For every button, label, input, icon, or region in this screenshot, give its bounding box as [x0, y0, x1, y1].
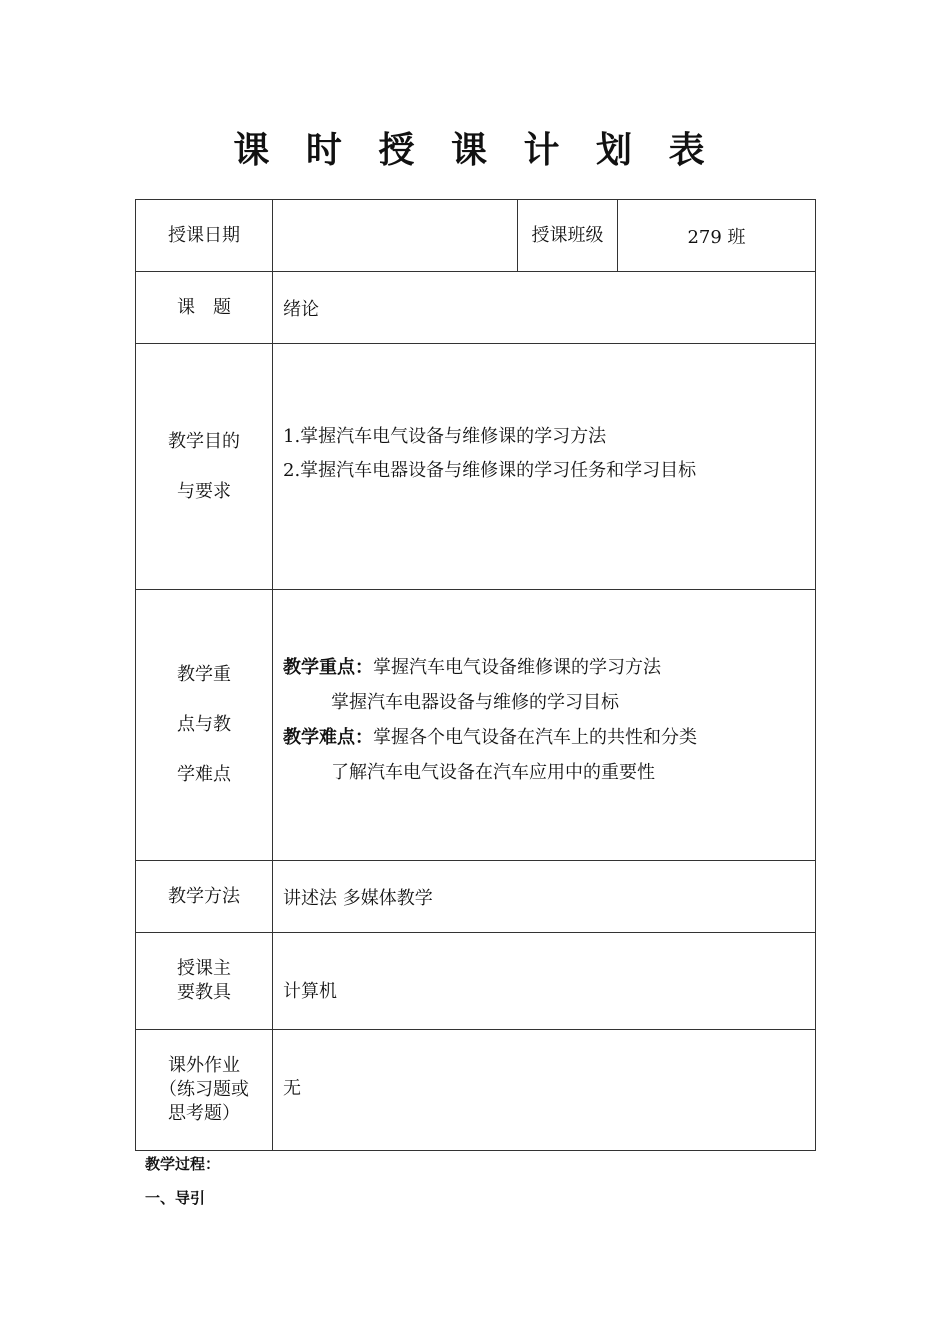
keypoints-content	[273, 590, 816, 861]
difficulty-line	[283, 720, 815, 755]
difficulty-item: 了解汽车电气设备在汽车应用中的重要性	[331, 762, 655, 783]
method-value: 讲述法 多媒体教学	[273, 861, 816, 933]
homework-label-line: 思考题）	[168, 1103, 240, 1124]
homework-label	[136, 1030, 273, 1151]
topic-value: 绪论	[273, 272, 816, 344]
tools-label-line: 授课主	[177, 958, 231, 979]
purpose-content	[273, 344, 816, 590]
focus-label: 教学重点：	[283, 657, 373, 678]
row-tools	[136, 933, 816, 1030]
purpose-label-line: 与要求	[177, 480, 231, 502]
lesson-plan-table	[135, 199, 816, 1151]
tools-label-line: 要教具	[177, 982, 231, 1003]
homework-label-line: 课外作业	[168, 1055, 240, 1076]
difficulty-item: 掌握各个电气设备在汽车上的共性和分类	[373, 727, 697, 748]
row-date-class	[136, 200, 816, 272]
tools-label	[136, 933, 273, 1030]
topic-label: 课 题	[136, 272, 273, 344]
process-heading: 教学过程：	[145, 1155, 221, 1173]
row-method	[136, 861, 816, 933]
row-topic	[136, 272, 816, 344]
keypoints-label	[136, 590, 273, 861]
row-keypoints	[136, 590, 816, 861]
focus-item: 掌握汽车电气设备维修课的学习方法	[373, 657, 661, 678]
keypoints-label-line: 学难点	[177, 764, 231, 785]
purpose-label-line: 教学目的	[168, 430, 240, 452]
focus-line	[283, 650, 815, 685]
page-title: 课 时 授 课 计 划 表	[233, 130, 717, 171]
keypoints-label-line: 点与教	[177, 714, 231, 735]
purpose-item: 2.掌握汽车电器设备与维修课的学习任务和学习目标	[283, 459, 697, 481]
section-heading: 一、导引	[145, 1189, 206, 1207]
date-label: 授课日期	[136, 200, 273, 272]
difficulty-label: 教学难点：	[283, 727, 373, 748]
method-label: 教学方法	[136, 861, 273, 933]
homework-label-line: （练习题或	[159, 1079, 249, 1100]
purpose-item: 1.掌握汽车电气设备与维修课的学习方法	[283, 425, 607, 447]
keypoints-label-line: 教学重	[177, 664, 231, 685]
class-label: 授课班级	[518, 200, 618, 272]
purpose-label	[136, 344, 273, 590]
class-value: 279 班	[618, 200, 816, 272]
date-value	[273, 200, 518, 272]
row-homework	[136, 1030, 816, 1151]
homework-value: 无	[273, 1030, 816, 1151]
focus-item: 掌握汽车电器设备与维修的学习目标	[331, 692, 619, 713]
row-purpose	[136, 344, 816, 590]
tools-value: 计算机	[273, 933, 816, 1030]
